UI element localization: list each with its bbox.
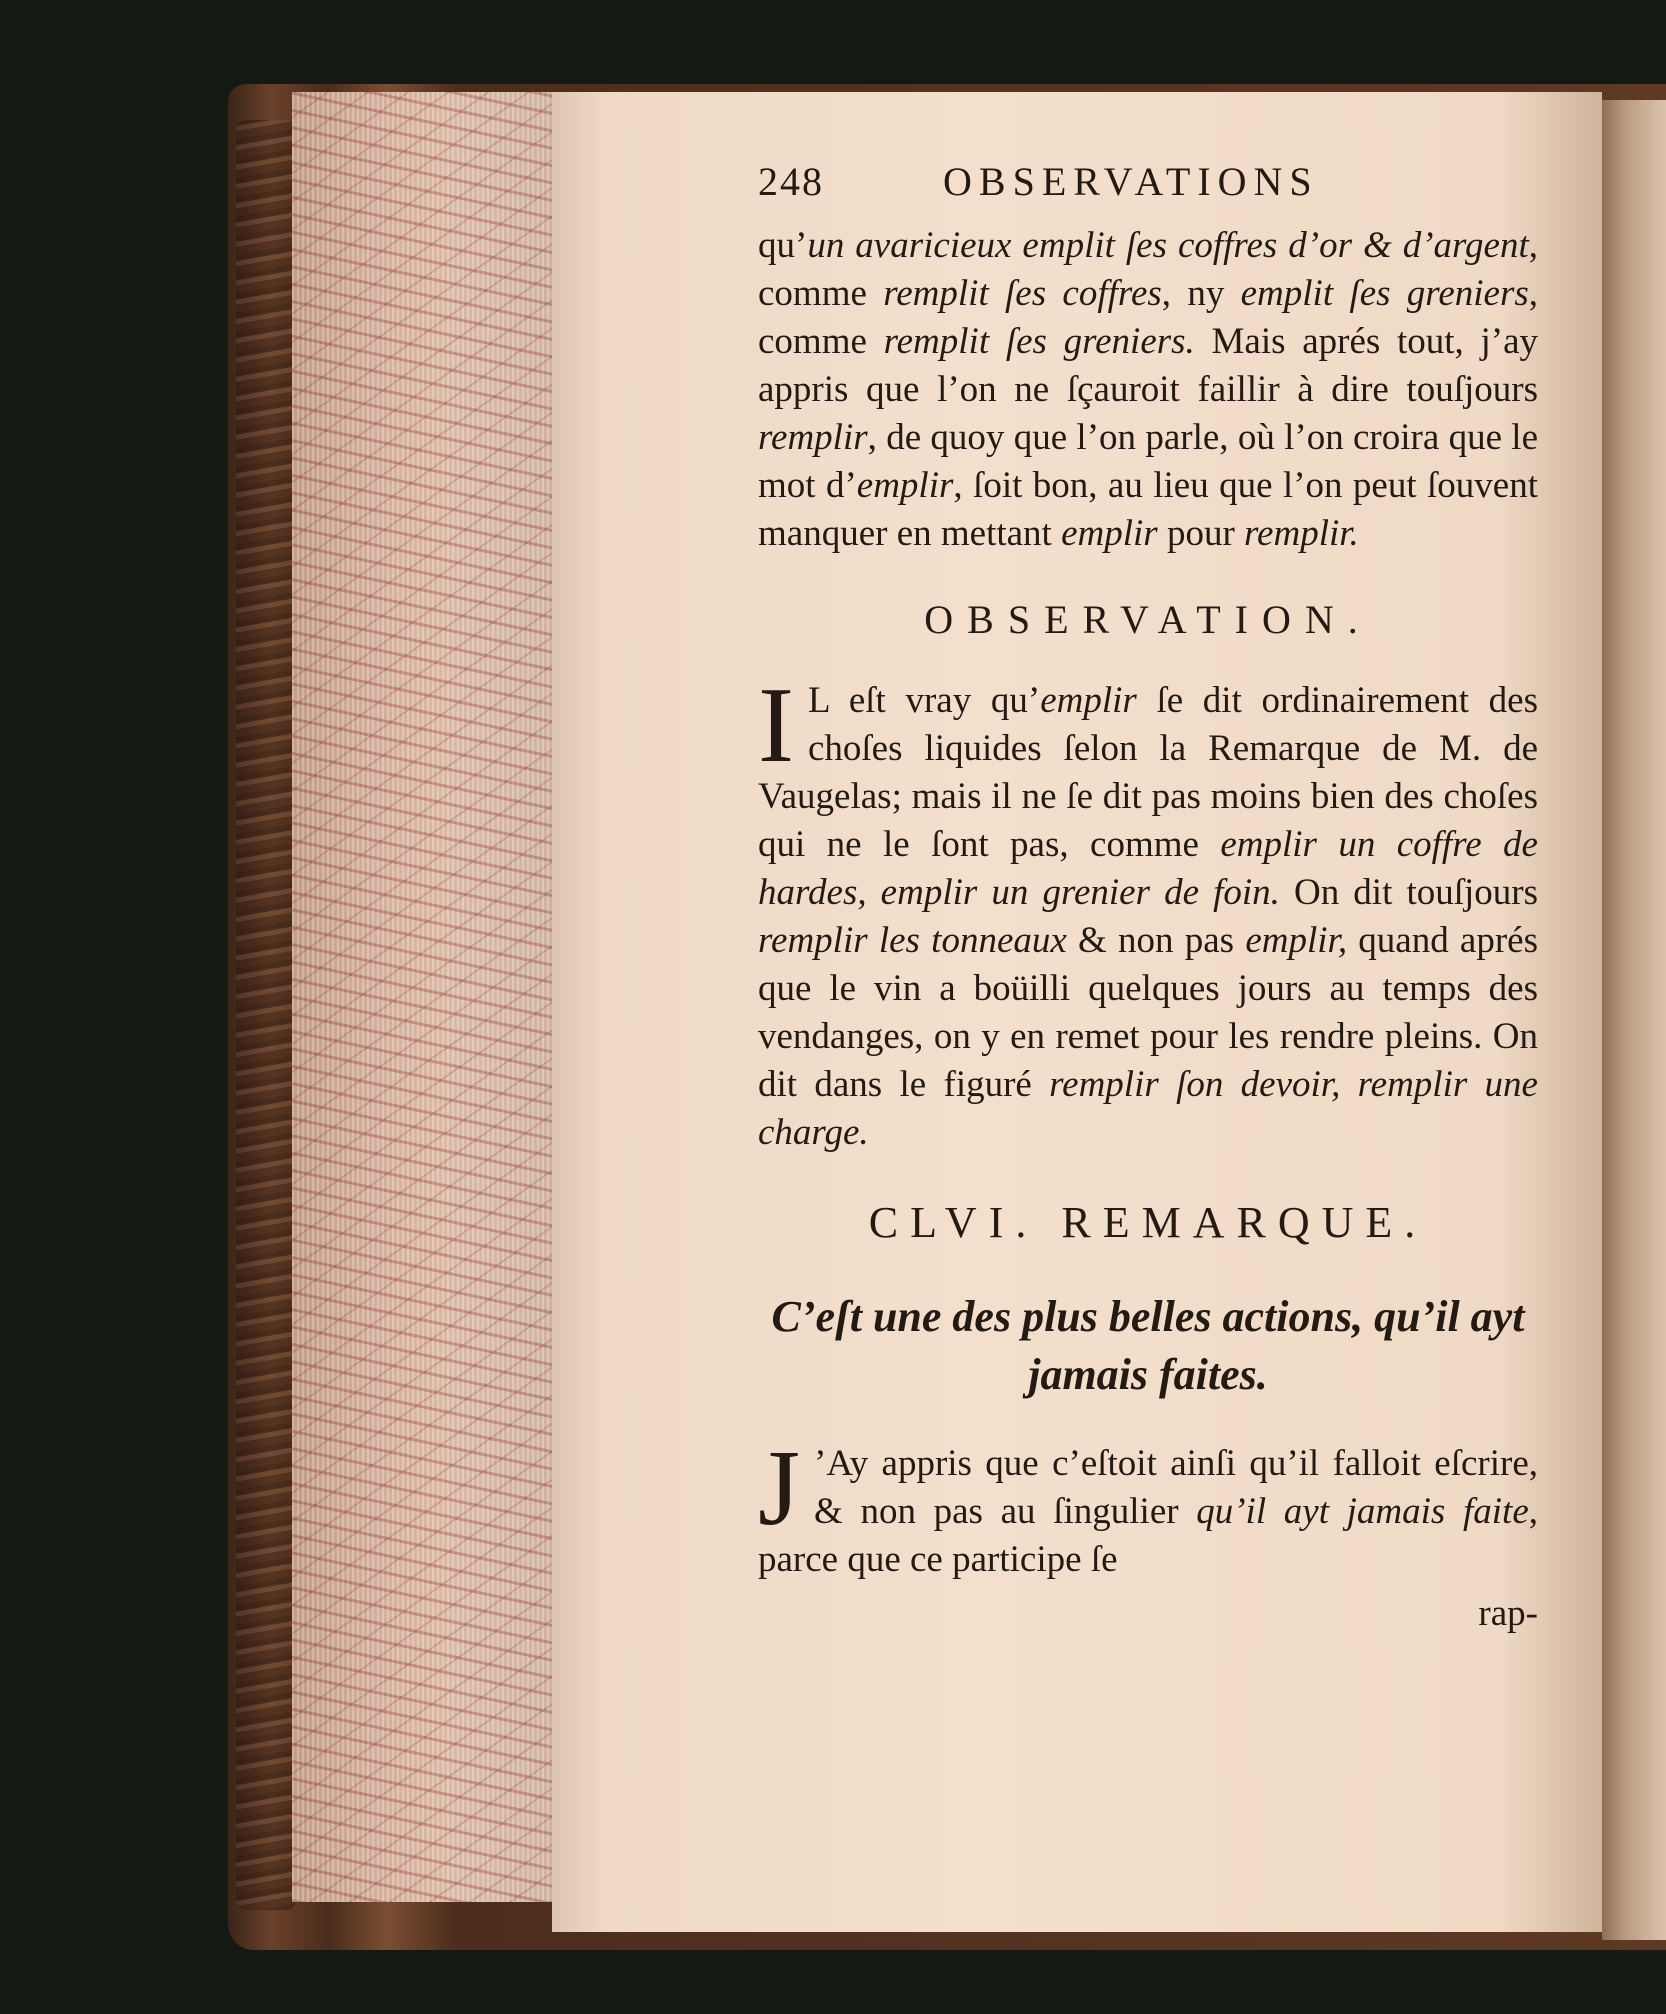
page-number: 248 <box>758 159 824 204</box>
page-block-edge <box>292 92 554 1902</box>
running-head <box>758 150 1538 222</box>
remarque-subtitle: C’eſt une des plus belles actions, qu’il ayt jamais faites. <box>771 1292 1525 1399</box>
remarque-heading: CLVI. REMARQUE. <box>868 1198 1428 1247</box>
paragraph-continued: qu’un avaricieux emplit ſes coffres d’or & d’argent, comme remplit ſes coffres, ny emplit ſes greniers, comme remplit ſes greniers. Mais aprés tout, j’ay appris que l’on ne ſçauroit faillir à dire touſjours remplir, de quoy que l’on parle, où l’on croira que le mot d’emplir, ſoit bon, au lieu que l’on peut ſouvent manquer en mettant emplir pour remplir. <box>758 225 1539 554</box>
page-gutter <box>1602 100 1666 1940</box>
running-title: OBSERVATIONS <box>943 159 1319 204</box>
observation-paragraph: I L eſt vray qu’emplir ſe dit ordinairement des choſes liquides ſelon la Remarque de M. de Vaugelas; mais il ne ſe dit pas moins bien des choſes qui ne le ſont pas, comme emplir un coffre de hardes, emplir un grenier de foin. On dit touſjours remplir les tonneaux & non pas emplir, quand aprés que le vin a boüilli quelques jours au temps des vendanges, on y en remet pour les rendre pleins. On dit dans le figuré remplir ſon devoir, remplir une charge. <box>758 666 1538 1153</box>
drop-cap: I <box>758 666 794 785</box>
drop-cap: J <box>758 1429 801 1548</box>
book-spine <box>236 120 296 1910</box>
catchword: rap- <box>1478 1593 1538 1634</box>
observation-heading: OBSERVATION. <box>924 597 1372 642</box>
remarque-paragraph: J ’Ay appris que c’eſtoit ainſi qu’il falloit eſcrire, & non pas au ſingulier qu’il ayt jamais faite, parce que ce participe ſe <box>758 1429 1538 1580</box>
page-text <box>758 150 1538 1638</box>
